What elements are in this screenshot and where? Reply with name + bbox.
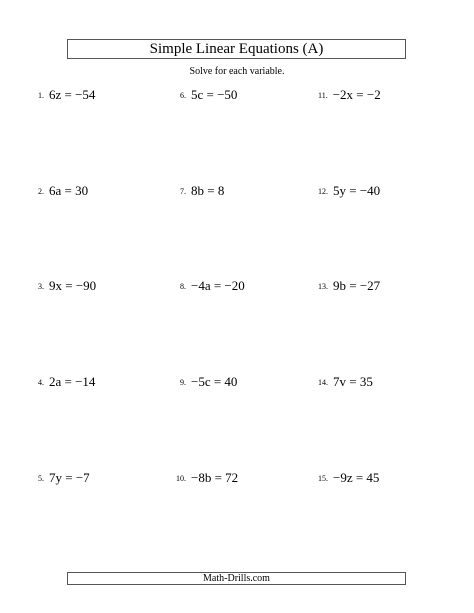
problem-10 bbox=[176, 470, 238, 487]
problem-equation: 6z = −54 bbox=[49, 87, 96, 102]
problem-number: 4. bbox=[38, 378, 44, 387]
problem-equation: 7y = −7 bbox=[49, 470, 90, 485]
problem-equation: 5c = −50 bbox=[191, 87, 238, 102]
problem-equation: 9b = −27 bbox=[333, 278, 381, 293]
problem-3 bbox=[38, 278, 96, 295]
problem-equation: −4a = −20 bbox=[191, 278, 245, 293]
problem-4 bbox=[38, 374, 95, 391]
problem-number: 8. bbox=[180, 282, 186, 291]
problem-7 bbox=[180, 183, 224, 200]
problem-equation: 5y = −40 bbox=[333, 183, 381, 198]
problem-number: 11. bbox=[318, 91, 328, 100]
problem-equation: −8b = 72 bbox=[191, 470, 239, 485]
problem-number: 5. bbox=[38, 474, 44, 483]
footer-credit: Math-Drills.com bbox=[67, 572, 406, 585]
problem-number: 10. bbox=[176, 474, 186, 483]
problem-1 bbox=[38, 87, 95, 104]
problem-number: 3. bbox=[38, 282, 44, 291]
problem-14 bbox=[318, 374, 373, 391]
problem-11 bbox=[318, 87, 381, 104]
problem-12 bbox=[318, 183, 380, 200]
problem-number: 2. bbox=[38, 187, 44, 196]
problem-equation: 2a = −14 bbox=[49, 374, 96, 389]
problem-number: 12. bbox=[318, 187, 328, 196]
worksheet-title: Simple Linear Equations (A) bbox=[67, 39, 406, 59]
problem-number: 9. bbox=[180, 378, 186, 387]
problem-8 bbox=[180, 278, 245, 295]
problem-15 bbox=[318, 470, 379, 487]
problem-number: 7. bbox=[180, 187, 186, 196]
problem-2 bbox=[38, 183, 88, 200]
problem-equation: −2x = −2 bbox=[332, 87, 381, 102]
problem-equation: 6a = 30 bbox=[49, 183, 89, 198]
problem-5 bbox=[38, 470, 90, 487]
problem-equation: −5c = 40 bbox=[191, 374, 238, 389]
problem-number: 6. bbox=[180, 91, 186, 100]
problem-number: 15. bbox=[318, 474, 328, 483]
problem-equation: 8b = 8 bbox=[191, 183, 225, 198]
problem-number: 1. bbox=[38, 91, 44, 100]
problem-number: 13. bbox=[318, 282, 328, 291]
problem-equation: 9x = −90 bbox=[49, 278, 97, 293]
problem-number: 14. bbox=[318, 378, 328, 387]
problem-6 bbox=[180, 87, 237, 104]
problem-9 bbox=[180, 374, 237, 391]
problem-13 bbox=[318, 278, 380, 295]
problem-equation: 7v = 35 bbox=[333, 374, 373, 389]
problem-equation: −9z = 45 bbox=[333, 470, 380, 485]
instructions: Solve for each variable. bbox=[189, 66, 285, 77]
